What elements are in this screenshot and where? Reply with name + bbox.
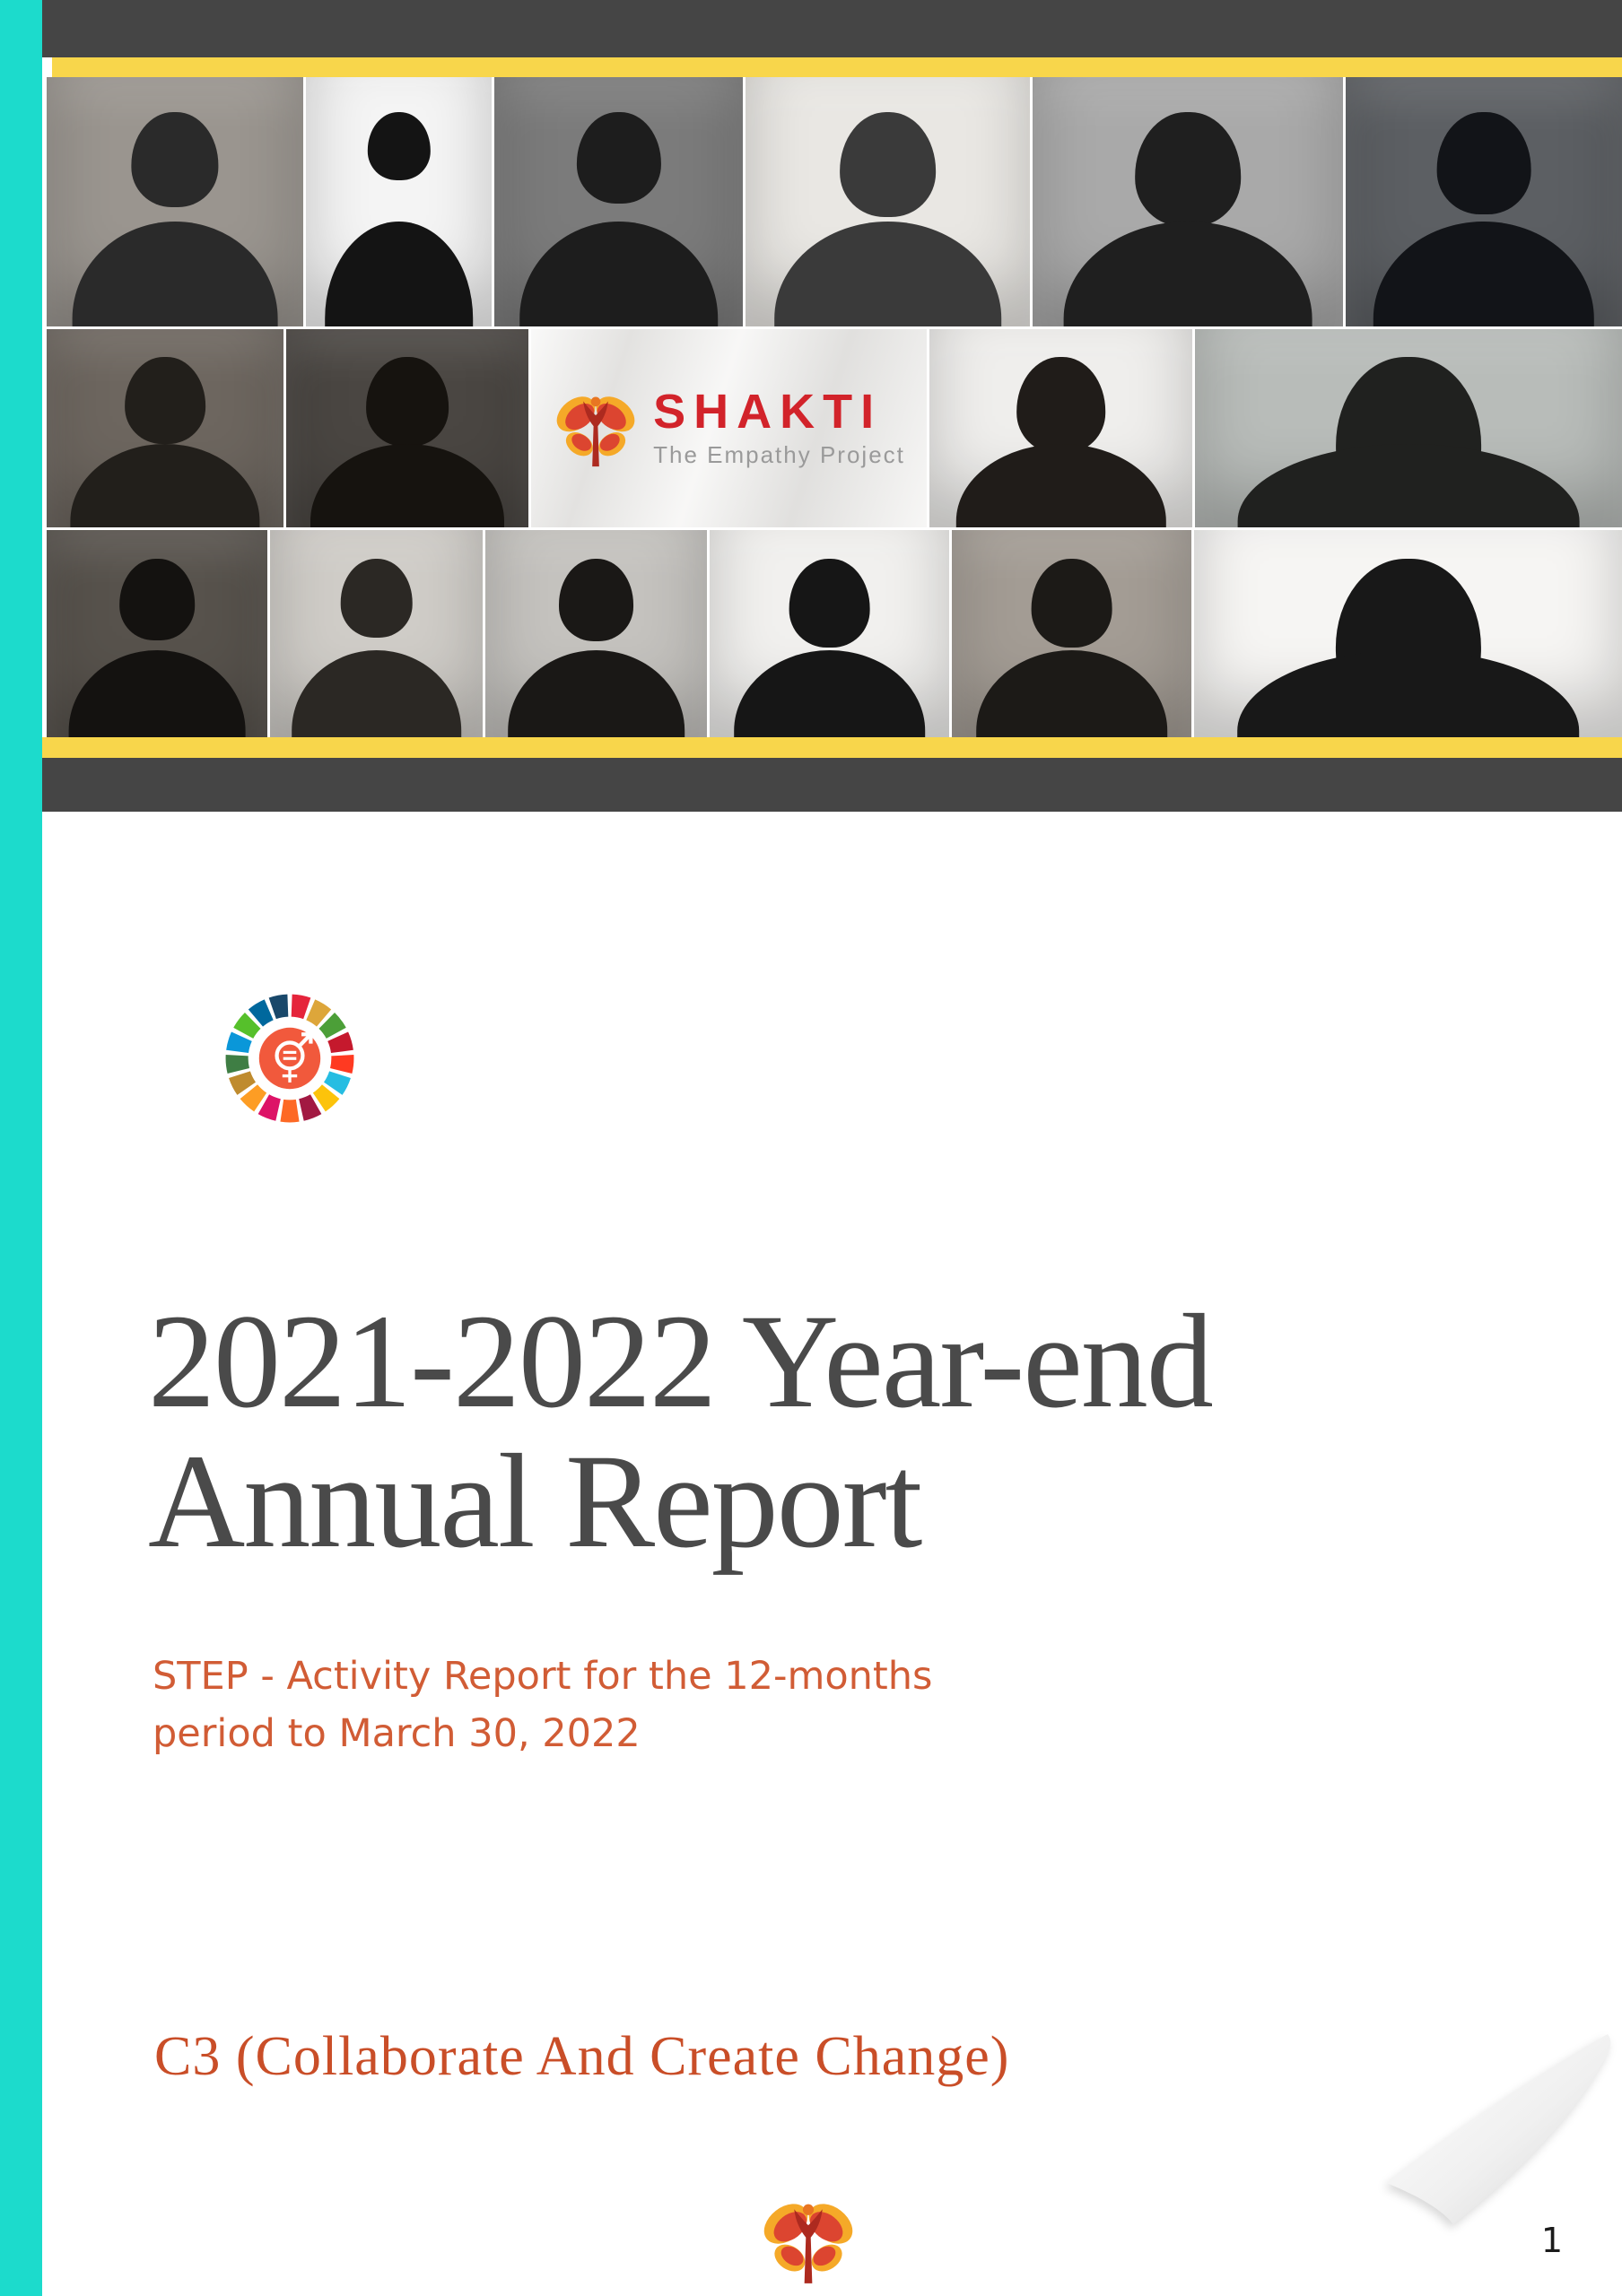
program-name: C3 (Collaborate And Create Change)	[154, 2026, 1010, 2087]
portrait-photo	[47, 530, 267, 737]
brand-tagline: The Empathy Project	[653, 441, 905, 468]
portrait-photo	[494, 77, 743, 326]
portrait-photo	[286, 329, 528, 527]
portrait-photo	[306, 77, 492, 326]
portrait-photo	[270, 530, 483, 737]
brand-name: SHAKTI	[653, 385, 883, 439]
footer-butterfly-icon	[758, 2196, 859, 2285]
report-subtitle-line1: STEP - Activity Report for the 12-months	[153, 1654, 933, 1699]
page-curl-corner-icon	[1387, 2029, 1622, 2242]
left-accent-bar	[0, 0, 42, 2296]
portrait-photo	[485, 530, 707, 737]
portrait-photo	[952, 530, 1191, 737]
bottom-yellow-strip	[42, 737, 1622, 758]
report-title-line1: 2021-2022 Year-end	[148, 1287, 1212, 1436]
butterfly-logo-icon	[553, 389, 639, 468]
portrait-photo	[1195, 329, 1622, 527]
portrait-photo	[929, 329, 1192, 527]
shakti-logo-banner	[531, 329, 927, 527]
portrait-photo	[1346, 77, 1622, 326]
portrait-photo	[1194, 530, 1622, 737]
page-number: 1	[1540, 2221, 1564, 2260]
portrait-photo	[47, 77, 303, 326]
top-yellow-strip	[52, 57, 1622, 77]
report-title	[148, 1287, 1494, 1576]
report-title-line2: Annual Report	[148, 1427, 921, 1576]
report-subtitle-line2: period to March 30, 2022	[153, 1710, 641, 1756]
photo-collage	[47, 77, 1622, 737]
portrait-photo	[47, 329, 283, 527]
sdg-gender-equality-wheel-icon	[222, 990, 358, 1126]
report-subtitle	[153, 1648, 1139, 1762]
portrait-photo	[746, 77, 1030, 326]
bottom-gray-band	[42, 758, 1622, 812]
top-gray-band	[42, 0, 1622, 57]
portrait-photo	[710, 530, 949, 737]
portrait-photo	[1033, 77, 1343, 326]
